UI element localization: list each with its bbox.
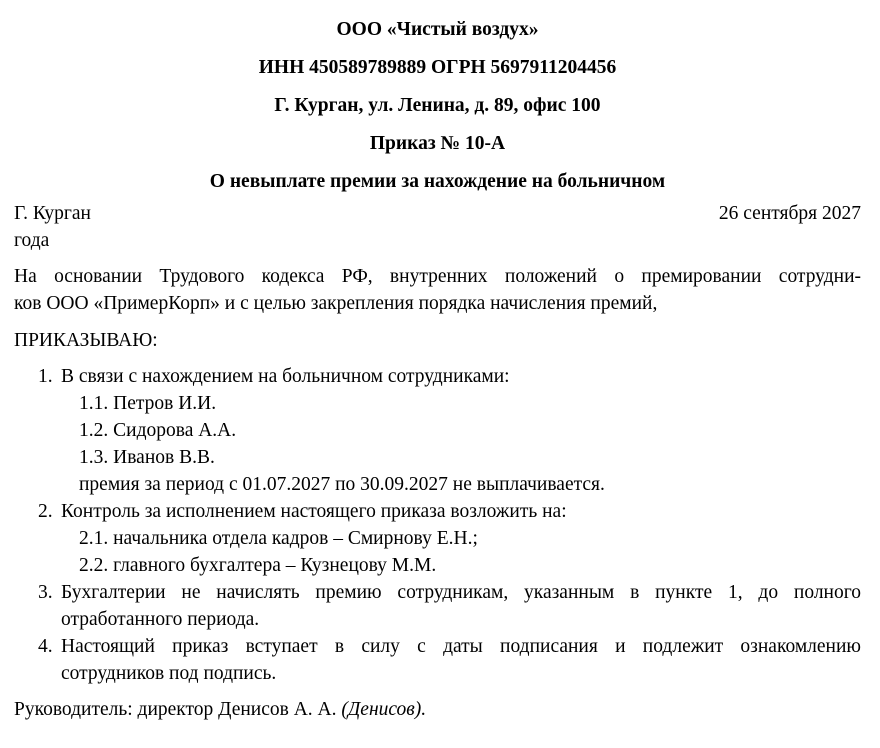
sub-item: 2.1. начальника отдела кадров – Смирнову Е.Н.; [79, 528, 478, 549]
sub-item: 2.2. главного бухгалтера – Кузнецову М.М. [79, 555, 437, 576]
sub-item: 1.1. Петров И.И. [79, 393, 217, 414]
place-date-row [14, 200, 861, 227]
item-number: 1. [38, 366, 53, 387]
item-text-line-2: сотрудников под подпись. [61, 663, 277, 684]
item-1-note: премия за период с 01.07.2027 по 30.09.2027 не выплачивается. [79, 474, 605, 495]
item-text-line-1: Бухгалтерии не начислять премию сотрудникам, указанным в пункте 1, до полного [61, 582, 861, 603]
order-item-4 [14, 633, 861, 687]
signature-name: (Денисов). [341, 699, 427, 720]
item-number: 3. [38, 582, 53, 603]
item-text-line-1: Настоящий приказ вступает в силу с даты подписания и подлежит ознакомлению [61, 636, 861, 657]
order-date: 26 сентября 2027 [718, 203, 861, 224]
order-item-1 [14, 363, 861, 390]
city: Г. Курган [14, 203, 91, 224]
company-requisites: ИНН 450589789889 ОГРН 5697911204456 [258, 57, 617, 78]
year-word: года [14, 230, 50, 251]
company-address: Г. Курган, ул. Ленина, д. 89, офис 100 [274, 95, 601, 116]
item-number: 4. [38, 636, 53, 657]
order-item-2 [14, 498, 861, 525]
signature-label: Руководитель: директор Денисов А. А. [14, 699, 337, 720]
order-items [14, 363, 861, 687]
item-text: В связи с нахождением на больничном сотрудниками: [61, 366, 510, 387]
order-word: ПРИКАЗЫВАЮ: [14, 330, 158, 351]
basis-paragraph [14, 263, 861, 317]
item-text-line-2: отработанного периода. [61, 609, 260, 630]
signature-line [14, 696, 861, 723]
company-name: ООО «Чистый воздух» [336, 19, 539, 40]
sub-item: 1.2. Сидорова А.А. [79, 420, 237, 441]
order-subject: О невыплате премии за нахождение на больничном [209, 171, 666, 192]
order-number: Приказ № 10-А [369, 133, 506, 154]
sub-item: 1.3. Иванов В.В. [79, 447, 215, 468]
order-item-3 [14, 579, 861, 633]
basis-line-2: ков ООО «ПримерКорп» и с целью закрепления порядка начисления премий, [14, 293, 658, 314]
item-text: Контроль за исполнением настоящего приказа возложить на: [61, 501, 567, 522]
item-number: 2. [38, 501, 53, 522]
basis-line-1: На основании Трудового кодекса РФ, внутренних положений о премировании сотрудни- [14, 266, 861, 287]
order-document [14, 16, 861, 723]
